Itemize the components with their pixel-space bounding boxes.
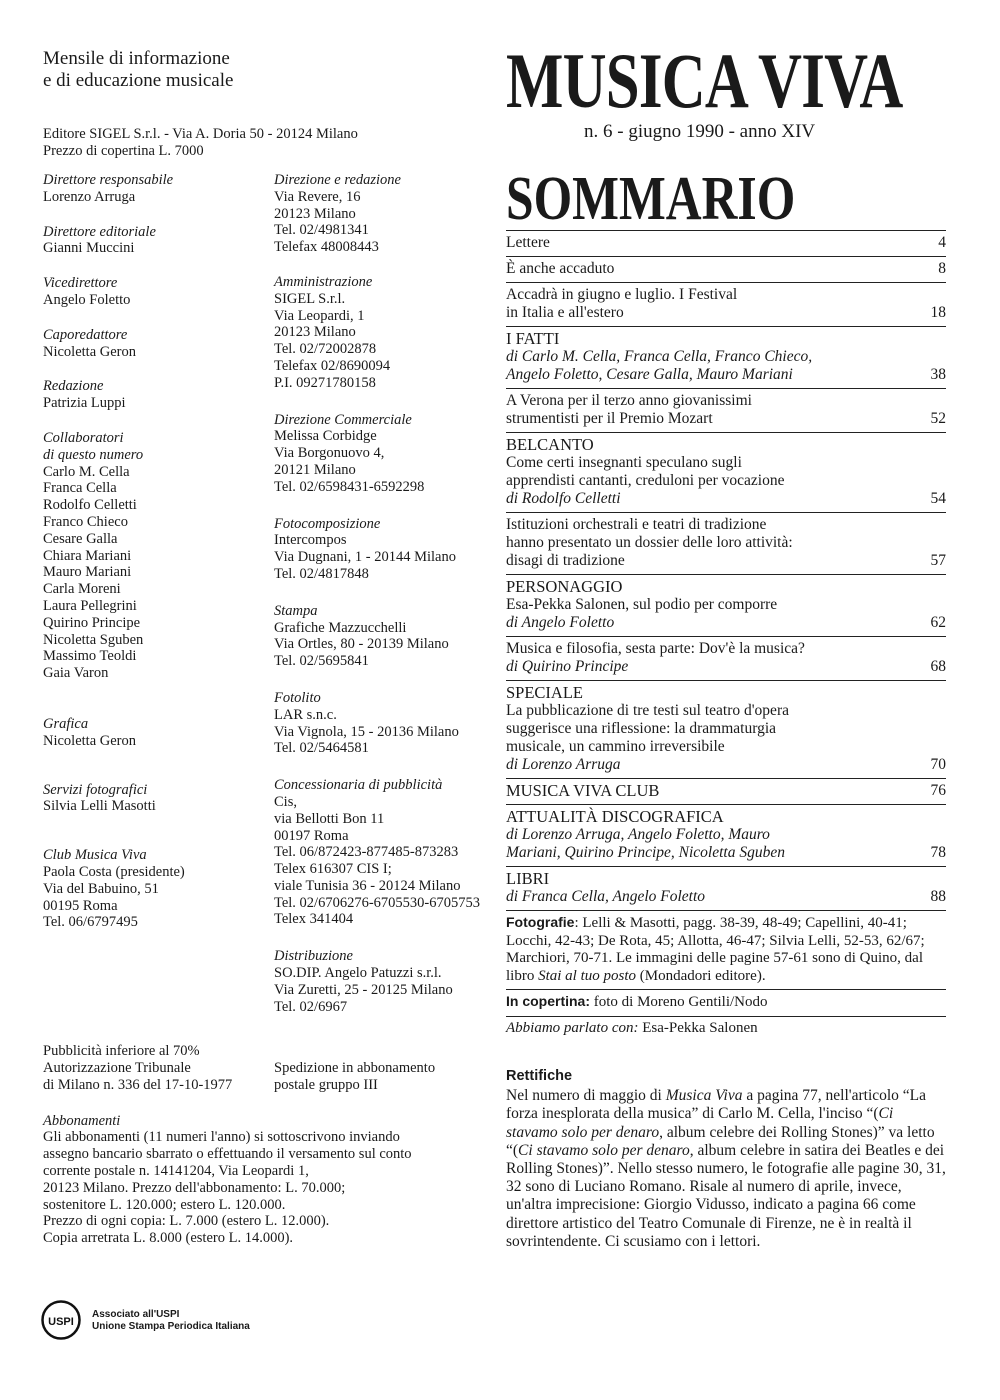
- toc-page-number: 8: [938, 260, 946, 277]
- staff-line: 20123 Milano: [274, 205, 356, 222]
- toc-entry-line: di Franca Cella, Angelo Foletto: [506, 888, 706, 905]
- toc-entry-line: suggerisce una riflessione: la drammaturgia: [506, 720, 777, 737]
- staff-role-label: Servizi fotografici: [43, 781, 148, 798]
- staff-line: Gianni Muccini: [43, 240, 135, 257]
- toc-entry: [506, 256, 946, 282]
- staff-role-label: Amministrazione: [274, 273, 373, 290]
- court-authorization: Autorizzazione Tribunale: [43, 1059, 191, 1076]
- staff-line: 00195 Roma: [43, 897, 118, 914]
- uspi-line: Unione Stampa Periodica Italiana: [92, 1321, 250, 1332]
- toc-entry-line: I FATTI: [506, 329, 560, 348]
- staff-block: [274, 516, 499, 583]
- toc-entry: [506, 574, 946, 636]
- staff-line: Silvia Lelli Masotti: [43, 798, 156, 815]
- staff-line: Tel. 02/5695841: [274, 653, 369, 670]
- staff-block: [274, 777, 499, 928]
- toc-entry-line: apprendisti cantanti, creduloni per vocazione: [506, 472, 785, 489]
- staff-line: SIGEL S.r.l.: [274, 290, 346, 307]
- staff-line: Nicoletta Geron: [43, 343, 137, 360]
- cover-credit: [506, 989, 946, 1016]
- staff-line: Tel. 06/872423-877485-873283: [274, 844, 459, 861]
- toc-entry-line: È anche accaduto: [506, 260, 615, 277]
- corrections-italic: Musica Viva: [665, 1087, 743, 1105]
- photo-credits-end: (Mondadori editore).: [636, 967, 766, 984]
- staff-line: Via del Babuino, 51: [43, 880, 159, 897]
- toc-entry-line: disagi di tradizione: [506, 552, 625, 569]
- cover-price: Prezzo di copertina L. 7000: [43, 143, 204, 159]
- subscriptions-line: corrente postale n. 14141204, Via Leopardi 1,: [43, 1162, 309, 1179]
- staff-column-left: [43, 172, 263, 949]
- corrections: [506, 1067, 946, 1251]
- toc-entry: [506, 512, 946, 574]
- toc-entry-line: Angelo Foletto, Cesare Galla, Mauro Mariani: [506, 366, 793, 383]
- staff-role-label: Collaboratori: [43, 429, 124, 446]
- toc-entry: [506, 778, 946, 804]
- subscriptions-line: Copia arretrata L. 8.000 (estero L. 14.000).: [43, 1230, 294, 1247]
- toc-entry-line: SPECIALE: [506, 683, 584, 702]
- staff-line: Tel. 02/4981341: [274, 222, 369, 239]
- staff-line: Tel. 02/4817848: [274, 565, 369, 582]
- staff-role-label: Stampa: [274, 602, 318, 619]
- toc-entry-line: di Lorenzo Arruga, Angelo Foletto, Mauro: [506, 826, 770, 843]
- subscriptions-line: Prezzo di ogni copia: L. 7.000 (estero L. 12.000).: [43, 1213, 330, 1230]
- uspi-logo-icon: [41, 1300, 81, 1340]
- staff-block: [274, 172, 499, 256]
- staff-role-label: Fotocomposizione: [274, 515, 381, 532]
- toc-entry-line: PERSONAGGIO: [506, 577, 623, 596]
- staff-line: P.I. 09271780158: [274, 374, 376, 391]
- toc-entry-line: in Italia e all'estero: [506, 304, 624, 321]
- staff-line: Carla Moreni: [43, 581, 121, 598]
- subscriptions-line: Gli abbonamenti (11 numeri l'anno) si sottoscrivono inviando: [43, 1129, 400, 1146]
- subscriptions-line: sostenitore L. 120.000; estero L. 120.000.: [43, 1196, 286, 1213]
- staff-line: 20123 Milano: [274, 324, 356, 341]
- toc-page-number: 52: [930, 410, 946, 427]
- toc-page-number: 76: [930, 782, 946, 799]
- staff-line: Quirino Principe: [43, 614, 141, 631]
- toc-page-number: 54: [930, 490, 946, 507]
- staff-line: Laura Pellegrini: [43, 597, 137, 614]
- staff-line: Franca Cella: [43, 480, 117, 497]
- staff-block: [43, 327, 263, 361]
- staff-line: Franco Chieco: [43, 513, 128, 530]
- staff-block: [43, 430, 263, 682]
- uspi-caption: [92, 1309, 250, 1333]
- toc-page-number: 68: [930, 658, 946, 675]
- cover-credit-text: foto di Moreno Gentili/Nodo: [590, 994, 768, 1010]
- staff-role-label: Direzione Commerciale: [274, 411, 412, 428]
- staff-line: viale Tunisia 36 - 20124 Milano: [274, 877, 461, 894]
- issue-info: n. 6 - giugno 1990 - anno XIV: [584, 121, 816, 142]
- publisher-info: [43, 126, 473, 160]
- staff-block: [43, 716, 263, 750]
- toc-entry-line: di Rodolfo Celletti: [506, 490, 621, 507]
- subscriptions-text: [43, 1129, 503, 1247]
- staff-role-label: Direttore editoriale: [43, 223, 156, 240]
- staff-line: 00197 Roma: [274, 827, 349, 844]
- toc-entry-line: strumentisti per il Premio Mozart: [506, 410, 713, 427]
- staff-line: Via Vignola, 15 - 20136 Milano: [274, 723, 459, 740]
- staff-line: Nicoletta Sguben: [43, 631, 144, 648]
- staff-role-label: Redazione: [43, 378, 104, 395]
- photo-credits: [506, 910, 946, 989]
- corrections-heading: Rettifiche: [506, 1068, 573, 1084]
- toc-entry-line: BELCANTO: [506, 435, 594, 454]
- toc-entry: [506, 282, 946, 326]
- tagline-line: Mensile di informazione: [43, 48, 230, 69]
- toc-entry-line: Musica e filosofia, sesta parte: Dov'è la musica?: [506, 640, 805, 657]
- staff-line: Angelo Foletto: [43, 291, 131, 308]
- staff-block: [274, 690, 499, 757]
- interview-text: Esa-Pekka Salonen: [638, 1019, 758, 1036]
- tagline-line: e di educazione musicale: [43, 70, 234, 91]
- toc-entry-line: Lettere: [506, 234, 550, 251]
- toc-page-number: 78: [930, 844, 946, 861]
- toc-entry-line: musicale, un cammino irreversibile: [506, 738, 725, 755]
- toc-page-number: 57: [930, 552, 946, 569]
- interview-label: Abbiamo parlato con:: [506, 1019, 639, 1036]
- toc-entry-line: hanno presentato un dossier delle loro attività:: [506, 534, 793, 551]
- toc-page-number: 62: [930, 614, 946, 631]
- uspi-logo-text: USPI: [48, 1316, 74, 1328]
- tagline: [43, 48, 343, 92]
- uspi-line: Associato all'USPI: [92, 1309, 180, 1320]
- staff-block: [43, 378, 263, 412]
- staff-line: Massimo Teoldi: [43, 648, 137, 665]
- staff-line: Tel. 02/5464581: [274, 740, 369, 757]
- staff-block: [43, 172, 263, 206]
- corrections-part: , album celebre dei Rolling Stones)” va letto “(: [506, 1123, 935, 1159]
- staff-line: Tel. 02/6598431-6592298: [274, 478, 425, 495]
- publisher-line: Editore SIGEL S.r.l. - Via A. Doria 50 - 20124 Milano: [43, 126, 358, 142]
- toc-entry-line: Esa-Pekka Salonen, sul podio per comporre: [506, 596, 778, 613]
- staff-line: 20121 Milano: [274, 461, 356, 478]
- staff-role-label: Vicedirettore: [43, 275, 118, 292]
- staff-block: [43, 782, 263, 816]
- staff-line: Tel. 02/6967: [274, 998, 348, 1015]
- staff-role-label: di questo numero: [43, 446, 144, 463]
- toc-page-number: 4: [938, 234, 946, 251]
- shipping-note: postale gruppo III: [274, 1076, 378, 1093]
- staff-line: Gaia Varon: [43, 665, 109, 682]
- staff-line: Tel. 02/6706276-6705530-6705753: [274, 894, 480, 911]
- subscriptions-line: assegno bancario sbarrato o effettuando il versamento sul conto: [43, 1146, 412, 1163]
- photo-credits-label: Fotografie: [506, 914, 575, 930]
- photo-credits-text: : Lelli & Masotti, pagg. 38-39, 48-49; Capellini, 40-41; Locchi, 42-43; De Rota, 45; Allotta, 46-47; Silvia Lelli, 52-53, 62/67; Marchiori, 70-71. Le immagini delle pagine 57-61 sono di Quino, dal libro: [506, 915, 925, 984]
- toc-entry: [506, 230, 946, 256]
- staff-line: Grafiche Mazzucchelli: [274, 619, 407, 636]
- staff-line: Patrizia Luppi: [43, 395, 126, 412]
- staff-line: via Bellotti Bon 11: [274, 810, 385, 827]
- toc-entry-line: Accadrà in giugno e luglio. I Festival: [506, 286, 738, 303]
- toc-page-number: 70: [930, 756, 946, 773]
- staff-role-label: Concessionaria di pubblicità: [274, 777, 443, 794]
- staff-line: Melissa Corbidge: [274, 428, 377, 445]
- staff-role-label: Direzione e redazione: [274, 172, 401, 188]
- toc-entry: [506, 866, 946, 910]
- toc-entry-line: Mariani, Quirino Principe, Nicoletta Sguben: [506, 844, 785, 861]
- staff-line: Mauro Mariani: [43, 564, 132, 581]
- subscriptions-line: 20123 Milano. Prezzo dell'abbonamento: L. 70.000;: [43, 1179, 346, 1196]
- staff-role-label: Fotolito: [274, 689, 321, 706]
- staff-role-label: Direttore responsabile: [43, 172, 174, 188]
- staff-block: [43, 847, 263, 931]
- corrections-part: , album celebre in satira dei Beatles e dei Rolling Stones)”. Nello stesso numero, le fotografie alle pagine 30, 31, 32 sono di Luciano Romano. Risale al numero di aprile, invece, un'altra imprecisione: Giorgio Vidusso, indicato a pagina 66 come direttore artistico del Teatro Comunale di Firenze, ne è in realtà il sovrintendente. Ci scusiamo con i lettori.: [506, 1141, 946, 1250]
- toc-entry: [506, 432, 946, 512]
- staff-line: Chiara Mariani: [43, 547, 132, 564]
- masthead-title: MUSICA VIVA: [506, 37, 903, 124]
- staff-line: Paola Costa (presidente): [43, 863, 185, 880]
- toc-entry-line: MUSICA VIVA CLUB: [506, 781, 660, 800]
- toc-entry-line: di Angelo Foletto: [506, 614, 615, 631]
- staff-line: Carlo M. Cella: [43, 463, 130, 480]
- toc-entry: [506, 680, 946, 778]
- toc-entry-line: La pubblicazione di tre testi sul teatro d'opera: [506, 702, 789, 719]
- toc-entry: [506, 804, 946, 866]
- staff-block: [274, 603, 499, 670]
- staff-line: Rodolfo Celletti: [43, 497, 137, 514]
- subscriptions-label: Abbonamenti: [43, 1112, 121, 1129]
- toc-page-number: 38: [930, 366, 946, 383]
- sommario-heading: SOMMARIO: [506, 165, 796, 233]
- staff-block: [43, 275, 263, 309]
- cover-credit-label: In copertina:: [506, 993, 591, 1009]
- toc-page-number: 88: [930, 888, 946, 905]
- toc-entries: [506, 230, 946, 910]
- staff-line: Telex 341404: [274, 911, 354, 928]
- toc-page-number: 18: [930, 304, 946, 321]
- corrections-italic: Ci stavamo solo per denaro: [506, 1105, 894, 1141]
- staff-line: Lorenzo Arruga: [43, 188, 136, 205]
- staff-line: Via Revere, 16: [274, 188, 361, 205]
- advertising-note: Pubblicità inferiore al 70%: [43, 1043, 200, 1059]
- interview-note: [506, 1016, 946, 1042]
- toc-entry-line: Istituzioni orchestrali e teatri di tradizione: [506, 516, 767, 533]
- staff-line: Via Leopardi, 1: [274, 307, 365, 324]
- photo-credits-book: Stai al tuo posto: [538, 967, 637, 984]
- staff-line: SO.DIP. Angelo Patuzzi s.r.l.: [274, 965, 442, 982]
- table-of-contents: [506, 230, 946, 1041]
- staff-column-right: [274, 172, 499, 1033]
- toc-entry-line: ATTUALITÀ DISCOGRAFICA: [506, 807, 724, 826]
- court-authorization: di Milano n. 336 del 17-10-1977: [43, 1076, 233, 1093]
- staff-block: [274, 948, 499, 1015]
- staff-line: Tel. 02/72002878: [274, 341, 377, 358]
- corrections-italic: Ci stavamo solo per denaro: [518, 1141, 690, 1159]
- staff-line: Telex 616307 CIS I;: [274, 861, 392, 878]
- staff-block: [274, 412, 499, 496]
- staff-line: Telefax 02/8690094: [274, 357, 391, 374]
- toc-entry-line: A Verona per il terzo anno giovanissimi: [506, 392, 752, 409]
- staff-role-label: Club Musica Viva: [43, 847, 147, 864]
- staff-line: Via Dugnani, 1 - 20144 Milano: [274, 549, 456, 566]
- legal-info: [43, 1043, 503, 1247]
- toc-entry-line: di Carlo M. Cella, Franca Cella, Franco Chieco,: [506, 348, 813, 365]
- toc-entry: [506, 388, 946, 432]
- toc-entry: [506, 326, 946, 388]
- toc-entry-line: di Lorenzo Arruga: [506, 756, 621, 773]
- staff-role-label: Caporedattore: [43, 326, 128, 343]
- toc-entry: [506, 636, 946, 680]
- staff-line: Via Ortles, 80 - 20139 Milano: [274, 636, 449, 653]
- corrections-part: a pagina 77, nell'articolo “La forza inesplorata della musica” di Carlo M. Cella, l'inciso “(: [506, 1087, 927, 1123]
- staff-line: Intercompos: [274, 532, 347, 549]
- staff-line: Cis,: [274, 793, 297, 810]
- toc-entry-line: di Quirino Principe: [506, 658, 629, 675]
- toc-entry-line: Come certi insegnanti speculano sugli: [506, 454, 742, 471]
- staff-line: Nicoletta Geron: [43, 732, 137, 749]
- staff-block: [43, 224, 263, 258]
- staff-line: Cesare Galla: [43, 530, 118, 547]
- staff-line: Tel. 06/6797495: [43, 914, 138, 931]
- staff-line: Via Borgonuovo 4,: [274, 445, 385, 462]
- staff-line: Telefax 48008443: [274, 239, 379, 256]
- staff-role-label: Grafica: [43, 715, 89, 732]
- staff-role-label: Distribuzione: [274, 948, 353, 965]
- staff-block: [274, 274, 499, 392]
- corrections-text: [506, 1087, 946, 1251]
- toc-entry-line: LIBRI: [506, 869, 550, 888]
- staff-line: Via Zuretti, 25 - 20125 Milano: [274, 981, 453, 998]
- shipping-note: Spedizione in abbonamento: [274, 1060, 436, 1076]
- staff-line: LAR s.n.c.: [274, 706, 337, 723]
- corrections-part: Nel numero di maggio di: [506, 1087, 666, 1105]
